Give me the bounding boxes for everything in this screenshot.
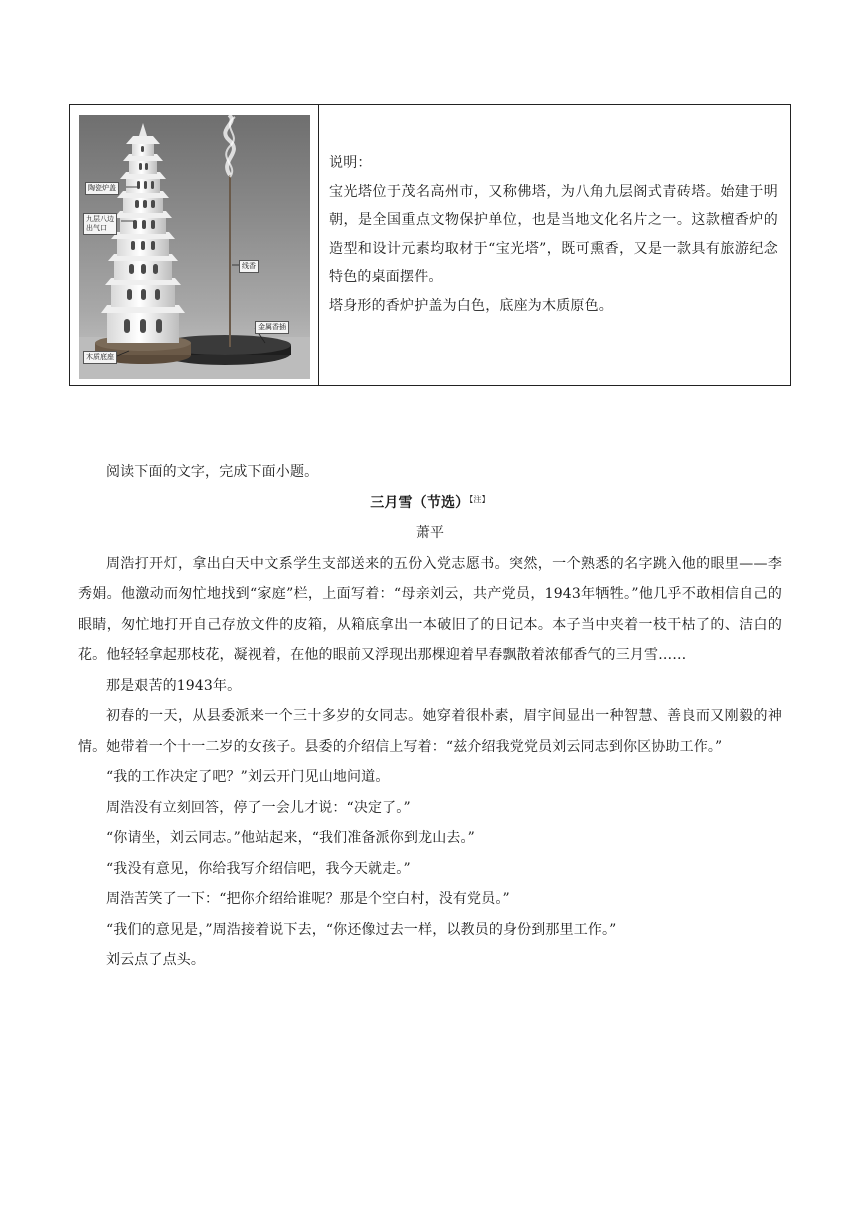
passage-title-note: 【注】	[469, 494, 490, 504]
callout-holder: 金属香插	[255, 321, 289, 334]
reading-instruction: 阅读下面的文字，完成下面小题。	[106, 464, 319, 480]
pagoda-incense-burner-illustration	[79, 115, 310, 379]
description-para-2: 塔身形的香炉护盖为白色，底座为木质原色。	[329, 297, 613, 314]
photo-cell	[70, 105, 319, 385]
paragraph: 周浩苦笑了一下：“把你介绍给谁呢？那是个空白村，没有党员。”	[106, 891, 510, 907]
paragraph: “我们的意见是，”周浩接着说下去，“你还像过去一样，以教员的身份到那里工作。”	[106, 921, 617, 938]
incense-stick	[229, 175, 231, 347]
passage-title	[78, 488, 782, 519]
paragraph: “你请坐，刘云同志。”他站起来，“我们准备派你到龙山去。”	[106, 830, 475, 846]
description-heading: 说明：	[329, 155, 372, 171]
paragraph: 初春的一天，从县委派来一个三十多岁的女同志。她穿着很朴素，眉宇间显出一种智慧、善良而又刚毅的神情。她带着一个十一二岁的女孩子。县委的介绍信上写着：“兹介绍我党党员刘云同志到你区协助工作。”	[78, 708, 782, 755]
callout-lid: 陶瓷炉盖	[85, 182, 119, 195]
callout-vents: 九层八边 出气口	[83, 213, 117, 235]
description-para-1: 宝光塔位于茂名高州市，又称佛塔，为八角九层阁式青砖塔。始建于明朝，是全国重点文物保护单位，也是当地文化名片之一。这款檀香炉的造型和设计元素均取材于“宝光塔”，既可熏香，又是一款具有旅游纪念特色的桌面摆件。	[329, 183, 778, 285]
paragraph: “我没有意见，你给我写介绍信吧，我今天就走。”	[106, 860, 411, 877]
paragraph: “我的工作决定了吧？”刘云开门见山地问道。	[106, 769, 390, 785]
callout-incense: 线香	[239, 260, 259, 273]
incense-burner-photo	[79, 115, 310, 379]
callout-base: 木质底座	[83, 351, 117, 364]
reading-passage	[78, 457, 782, 976]
description-cell	[319, 105, 790, 385]
paragraph: 周浩打开灯，拿出白天中文系学生支部送来的五份入党志愿书。突然，一个熟悉的名字跳入他的眼里——李秀娟。他激动而匆忙地找到“家庭”栏，上面写着：“母亲刘云，共产党员，1943年牺牲。”他几乎不敢相信自己的眼睛，匆忙地打开自己存放文件的皮箱，从箱底拿出一本破旧了的日记本。本子当中夹着一枝干枯了的、洁白的花。他轻轻拿起那枝花，凝视着，在他的眼前又浮现出那棵迎着早春飘散着浓郁香气的三月雪……	[78, 555, 782, 663]
passage-title-text: 三月雪（节选）	[370, 494, 470, 511]
paragraph: 那是艰苦的1943年。	[106, 677, 242, 694]
passage-author: 萧平	[415, 525, 445, 541]
paragraph: 刘云点了点头。	[106, 952, 206, 968]
paragraph: 周浩没有立刻回答，停了一会儿才说：“决定了。”	[106, 799, 411, 816]
product-table	[69, 104, 791, 386]
